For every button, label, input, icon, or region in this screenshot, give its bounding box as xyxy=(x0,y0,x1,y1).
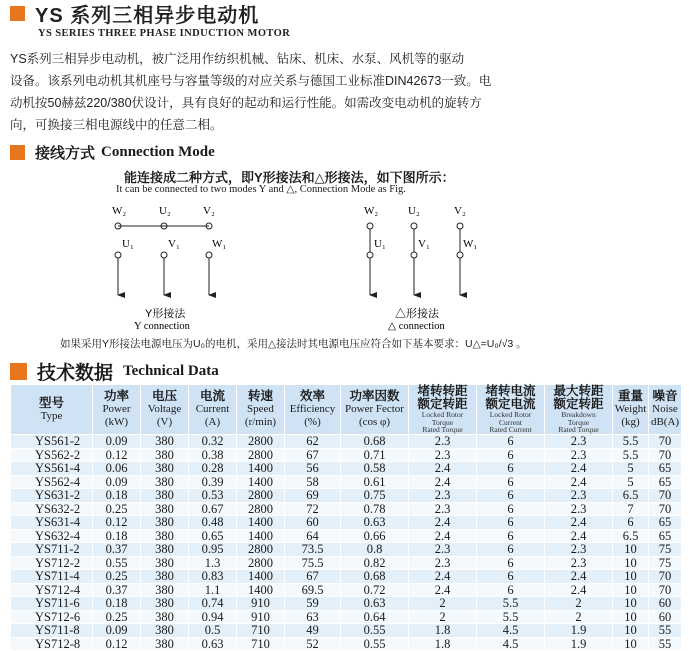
cell-speed: 910 xyxy=(237,610,285,624)
cell-weight: 10 xyxy=(613,583,649,597)
cell-weight: 5 xyxy=(613,462,649,476)
terminal-label: U₂ xyxy=(159,205,171,217)
cell-voltage: 380 xyxy=(141,462,189,476)
col-header-power-factor: 功率因数 Power Fector (cos φ) xyxy=(341,385,409,435)
orange-square-icon xyxy=(10,145,25,160)
cell-noise: 55 xyxy=(649,637,682,651)
cell-breakdown-torque: 1.9 xyxy=(545,624,613,638)
cell-locked-rotor-current: 6 xyxy=(477,529,545,543)
cell-noise: 65 xyxy=(649,475,682,489)
terminal-label: V₁ xyxy=(418,238,430,250)
table-row xyxy=(11,570,682,584)
col-header-type: 型号 Type xyxy=(11,385,93,435)
cell-efficiency: 49 xyxy=(285,624,341,638)
cell-power-factor: 0.75 xyxy=(341,489,409,503)
cell-speed: 2800 xyxy=(237,543,285,557)
cell-type: YS562-4 xyxy=(11,475,93,489)
cell-locked-rotor-torque: 2.3 xyxy=(409,556,477,570)
cell-power: 0.25 xyxy=(93,502,141,516)
cell-noise: 70 xyxy=(649,570,682,584)
cell-type: YS631-2 xyxy=(11,489,93,503)
cell-type: YS711-4 xyxy=(11,570,93,584)
cell-efficiency: 58 xyxy=(285,475,341,489)
cell-voltage: 380 xyxy=(141,448,189,462)
terminal xyxy=(161,252,167,258)
cell-locked-rotor-torque: 2 xyxy=(409,610,477,624)
cell-noise: 70 xyxy=(649,583,682,597)
terminal xyxy=(411,252,417,258)
cell-breakdown-torque: 2.4 xyxy=(545,462,613,476)
connection-diagram xyxy=(0,195,689,335)
cell-current: 0.39 xyxy=(189,475,237,489)
cell-voltage: 380 xyxy=(141,610,189,624)
voltage-note: 如果采用Y形接法电源电压为U₀的电机，采用△接法时其电源电压应符合如下基本要求：U△=U₀/√3 。 xyxy=(60,338,527,350)
cell-breakdown-torque: 2.4 xyxy=(545,570,613,584)
cell-efficiency: 52 xyxy=(285,637,341,651)
cell-efficiency: 64 xyxy=(285,529,341,543)
connection-heading xyxy=(10,142,215,163)
cell-power: 0.09 xyxy=(93,624,141,638)
connection-heading-en: Connection Mode xyxy=(101,144,215,160)
cell-noise: 65 xyxy=(649,462,682,476)
cell-breakdown-torque: 1.9 xyxy=(545,637,613,651)
cell-power: 0.06 xyxy=(93,462,141,476)
cell-noise: 55 xyxy=(649,624,682,638)
table-row xyxy=(11,435,682,449)
terminal-label: U₂ xyxy=(408,205,420,217)
terminal-label: U₁ xyxy=(374,238,386,250)
delta-label-cn: △形接法 xyxy=(395,308,439,320)
terminal-label: W₂ xyxy=(112,205,127,217)
intro-line: 动机按50赫兹220/380伏设计，具有良好的起动和运行性能。如需改变电动机的旋转方 xyxy=(10,96,482,110)
table-row xyxy=(11,516,682,530)
cell-speed: 1400 xyxy=(237,475,285,489)
cell-power-factor: 0.78 xyxy=(341,502,409,516)
cell-noise: 60 xyxy=(649,610,682,624)
terminal xyxy=(206,252,212,258)
col-header-weight: 重量 Weight (kg) xyxy=(613,385,649,435)
table-body xyxy=(11,435,682,651)
cell-power-factor: 0.61 xyxy=(341,475,409,489)
cell-current: 0.48 xyxy=(189,516,237,530)
cell-breakdown-torque: 2 xyxy=(545,610,613,624)
terminal-label: V₁ xyxy=(168,238,180,250)
cell-power-factor: 0.63 xyxy=(341,516,409,530)
cell-type: YS712-6 xyxy=(11,610,93,624)
technical-heading xyxy=(10,358,219,385)
cell-type: YS632-4 xyxy=(11,529,93,543)
cell-breakdown-torque: 2.4 xyxy=(545,516,613,530)
cell-efficiency: 75.5 xyxy=(285,556,341,570)
cell-weight: 10 xyxy=(613,637,649,651)
col-header-voltage: 电压 Voltage (V) xyxy=(141,385,189,435)
cell-speed: 2800 xyxy=(237,448,285,462)
cell-weight: 10 xyxy=(613,570,649,584)
cell-locked-rotor-current: 6 xyxy=(477,435,545,449)
cell-breakdown-torque: 2.3 xyxy=(545,435,613,449)
cell-efficiency: 60 xyxy=(285,516,341,530)
page-header xyxy=(10,6,259,26)
cell-current: 0.53 xyxy=(189,489,237,503)
cell-power-factor: 0.72 xyxy=(341,583,409,597)
cell-speed: 1400 xyxy=(237,583,285,597)
orange-square-icon xyxy=(10,363,27,380)
cell-locked-rotor-torque: 1.8 xyxy=(409,624,477,638)
orange-square-icon xyxy=(10,6,25,21)
cell-noise: 70 xyxy=(649,489,682,503)
cell-voltage: 380 xyxy=(141,435,189,449)
terminal xyxy=(367,252,373,258)
cell-locked-rotor-torque: 2 xyxy=(409,597,477,611)
cell-locked-rotor-torque: 2.4 xyxy=(409,583,477,597)
cell-voltage: 380 xyxy=(141,502,189,516)
cell-type: YS712-2 xyxy=(11,556,93,570)
terminal-label: U₁ xyxy=(122,238,134,250)
col-header-locked-rotor-current: 堵转电流 额定电流 Locked Rotor Current Rated Current xyxy=(477,385,545,435)
cell-voltage: 380 xyxy=(141,570,189,584)
cell-power-factor: 0.82 xyxy=(341,556,409,570)
cell-locked-rotor-torque: 2.3 xyxy=(409,489,477,503)
cell-locked-rotor-torque: 2.4 xyxy=(409,475,477,489)
cell-power-factor: 0.55 xyxy=(341,624,409,638)
cell-voltage: 380 xyxy=(141,556,189,570)
cell-type: YS712-4 xyxy=(11,583,93,597)
intro-line: 向，可换接三相电源线中的任意二相。 xyxy=(10,118,223,132)
cell-locked-rotor-torque: 2.3 xyxy=(409,448,477,462)
table-row xyxy=(11,475,682,489)
cell-locked-rotor-current: 5.5 xyxy=(477,610,545,624)
cell-speed: 710 xyxy=(237,637,285,651)
cell-current: 0.5 xyxy=(189,624,237,638)
cell-weight: 10 xyxy=(613,610,649,624)
cell-breakdown-torque: 2 xyxy=(545,597,613,611)
table-row xyxy=(11,624,682,638)
page-title: YS 系列三相异步电动机 xyxy=(35,5,260,27)
cell-noise: 75 xyxy=(649,556,682,570)
y-label-cn: Y形接法 xyxy=(145,308,186,320)
cell-power-factor: 0.58 xyxy=(341,462,409,476)
cell-weight: 5.5 xyxy=(613,435,649,449)
cell-power-factor: 0.66 xyxy=(341,529,409,543)
col-header-current: 电流 Current (A) xyxy=(189,385,237,435)
cell-noise: 70 xyxy=(649,435,682,449)
cell-weight: 10 xyxy=(613,597,649,611)
terminal-label: V₂ xyxy=(454,205,466,217)
page-subtitle: YS SERIES THREE PHASE INDUCTION MOTOR xyxy=(38,28,291,39)
cell-locked-rotor-torque: 1.8 xyxy=(409,637,477,651)
cell-locked-rotor-current: 6 xyxy=(477,516,545,530)
cell-weight: 6 xyxy=(613,516,649,530)
cell-weight: 5 xyxy=(613,475,649,489)
cell-weight: 6.5 xyxy=(613,489,649,503)
cell-locked-rotor-torque: 2.3 xyxy=(409,502,477,516)
cell-breakdown-torque: 2.4 xyxy=(545,583,613,597)
cell-power-factor: 0.55 xyxy=(341,637,409,651)
col-header-noise: 噪音 Noise dB(A) xyxy=(649,385,682,435)
cell-speed: 910 xyxy=(237,597,285,611)
cell-voltage: 380 xyxy=(141,529,189,543)
cell-voltage: 380 xyxy=(141,516,189,530)
cell-voltage: 380 xyxy=(141,475,189,489)
cell-type: YS712-8 xyxy=(11,637,93,651)
cell-type: YS561-2 xyxy=(11,435,93,449)
intro-line: YS系列三相异步电动机，被广泛用作纺织机械、钻床、机床、水泵、风机等的驱动 xyxy=(10,52,465,66)
cell-efficiency: 67 xyxy=(285,570,341,584)
table-row xyxy=(11,597,682,611)
cell-breakdown-torque: 2.4 xyxy=(545,475,613,489)
technical-data-table xyxy=(10,384,682,651)
cell-efficiency: 59 xyxy=(285,597,341,611)
cell-efficiency: 72 xyxy=(285,502,341,516)
cell-power: 0.55 xyxy=(93,556,141,570)
cell-locked-rotor-torque: 2.4 xyxy=(409,570,477,584)
cell-locked-rotor-current: 5.5 xyxy=(477,597,545,611)
cell-weight: 7 xyxy=(613,502,649,516)
y-connection-diagram xyxy=(112,205,226,332)
cell-voltage: 380 xyxy=(141,583,189,597)
cell-locked-rotor-current: 6 xyxy=(477,556,545,570)
cell-speed: 2800 xyxy=(237,489,285,503)
terminal xyxy=(411,223,417,229)
cell-current: 0.63 xyxy=(189,637,237,651)
cell-noise: 75 xyxy=(649,543,682,557)
connection-desc-en: It can be connected to two modes Y and △, Connection Mode as Fig. xyxy=(116,184,406,195)
cell-locked-rotor-current: 6 xyxy=(477,475,545,489)
intro-paragraph xyxy=(10,48,682,136)
cell-power: 0.09 xyxy=(93,475,141,489)
cell-locked-rotor-torque: 2.3 xyxy=(409,543,477,557)
cell-current: 0.38 xyxy=(189,448,237,462)
cell-efficiency: 63 xyxy=(285,610,341,624)
cell-current: 1.1 xyxy=(189,583,237,597)
cell-locked-rotor-current: 6 xyxy=(477,462,545,476)
cell-type: YS631-4 xyxy=(11,516,93,530)
col-header-breakdown-torque: 最大转距 额定转距 Breakdown Torque Rated Torque xyxy=(545,385,613,435)
cell-locked-rotor-torque: 2.4 xyxy=(409,529,477,543)
table-row xyxy=(11,462,682,476)
cell-power-factor: 0.71 xyxy=(341,448,409,462)
cell-noise: 70 xyxy=(649,448,682,462)
cell-breakdown-torque: 2.3 xyxy=(545,556,613,570)
cell-power: 0.12 xyxy=(93,448,141,462)
cell-locked-rotor-current: 6 xyxy=(477,502,545,516)
cell-weight: 5.5 xyxy=(613,448,649,462)
cell-locked-rotor-current: 4.5 xyxy=(477,637,545,651)
terminal-label: W₁ xyxy=(212,238,227,250)
table-row xyxy=(11,556,682,570)
cell-speed: 2800 xyxy=(237,556,285,570)
cell-weight: 6.5 xyxy=(613,529,649,543)
cell-speed: 1400 xyxy=(237,462,285,476)
cell-power: 0.37 xyxy=(93,583,141,597)
cell-power-factor: 0.64 xyxy=(341,610,409,624)
cell-locked-rotor-current: 6 xyxy=(477,583,545,597)
cell-efficiency: 73.5 xyxy=(285,543,341,557)
cell-breakdown-torque: 2.3 xyxy=(545,448,613,462)
cell-power-factor: 0.68 xyxy=(341,435,409,449)
table-header-row xyxy=(11,385,682,435)
delta-label-en: △ connection xyxy=(388,321,445,332)
technical-heading-en: Technical Data xyxy=(123,363,219,379)
cell-speed: 2800 xyxy=(237,502,285,516)
cell-current: 0.83 xyxy=(189,570,237,584)
cell-speed: 1400 xyxy=(237,570,285,584)
terminal-label: V₂ xyxy=(203,205,215,217)
cell-current: 0.32 xyxy=(189,435,237,449)
col-header-power: 功率 Power (kW) xyxy=(93,385,141,435)
cell-type: YS561-4 xyxy=(11,462,93,476)
cell-power-factor: 0.8 xyxy=(341,543,409,557)
cell-voltage: 380 xyxy=(141,637,189,651)
terminal-label: W₁ xyxy=(463,238,478,250)
col-header-speed: 转速 Speed (r/min) xyxy=(237,385,285,435)
cell-type: YS711-2 xyxy=(11,543,93,557)
cell-power: 0.18 xyxy=(93,529,141,543)
terminal xyxy=(457,223,463,229)
col-header-efficiency: 效率 Efficiency (%) xyxy=(285,385,341,435)
y-label-en: Y connection xyxy=(134,321,190,332)
delta-connection-diagram xyxy=(364,205,477,332)
cell-power: 0.37 xyxy=(93,543,141,557)
cell-power: 0.18 xyxy=(93,489,141,503)
cell-speed: 2800 xyxy=(237,435,285,449)
cell-current: 0.94 xyxy=(189,610,237,624)
cell-power: 0.12 xyxy=(93,516,141,530)
terminal xyxy=(367,223,373,229)
col-header-locked-rotor-torque: 堵转转距 额定转距 Locked Rotor Torque Rated Torque xyxy=(409,385,477,435)
cell-weight: 10 xyxy=(613,624,649,638)
cell-type: YS711-6 xyxy=(11,597,93,611)
cell-power-factor: 0.68 xyxy=(341,570,409,584)
cell-breakdown-torque: 2.3 xyxy=(545,543,613,557)
cell-type: YS632-2 xyxy=(11,502,93,516)
cell-noise: 65 xyxy=(649,516,682,530)
cell-efficiency: 67 xyxy=(285,448,341,462)
cell-speed: 710 xyxy=(237,624,285,638)
cell-locked-rotor-current: 6 xyxy=(477,570,545,584)
cell-current: 0.65 xyxy=(189,529,237,543)
cell-weight: 10 xyxy=(613,543,649,557)
intro-line: 设备。该系列电动机其机座号与容量等级的对应关系与德国工业标准DIN42673一致。电 xyxy=(10,74,492,88)
cell-voltage: 380 xyxy=(141,543,189,557)
cell-weight: 10 xyxy=(613,556,649,570)
cell-power: 0.09 xyxy=(93,435,141,449)
terminal-label: W₂ xyxy=(364,205,379,217)
cell-noise: 60 xyxy=(649,597,682,611)
cell-power-factor: 0.63 xyxy=(341,597,409,611)
connection-desc-cn: 能连接成二种方式，即Y形接法和△形接法，如下图所示： xyxy=(124,170,455,185)
table-row xyxy=(11,529,682,543)
cell-speed: 1400 xyxy=(237,516,285,530)
table-row xyxy=(11,610,682,624)
cell-power: 0.18 xyxy=(93,597,141,611)
cell-voltage: 380 xyxy=(141,597,189,611)
cell-breakdown-torque: 2.3 xyxy=(545,489,613,503)
cell-voltage: 380 xyxy=(141,624,189,638)
cell-noise: 65 xyxy=(649,529,682,543)
cell-breakdown-torque: 2.4 xyxy=(545,529,613,543)
cell-current: 0.95 xyxy=(189,543,237,557)
cell-breakdown-torque: 2.3 xyxy=(545,502,613,516)
cell-locked-rotor-torque: 2.4 xyxy=(409,462,477,476)
cell-efficiency: 69.5 xyxy=(285,583,341,597)
cell-current: 0.28 xyxy=(189,462,237,476)
table-row xyxy=(11,543,682,557)
cell-type: YS711-8 xyxy=(11,624,93,638)
cell-locked-rotor-torque: 2.4 xyxy=(409,516,477,530)
table-row xyxy=(11,448,682,462)
cell-power: 0.12 xyxy=(93,637,141,651)
terminal xyxy=(457,252,463,258)
cell-locked-rotor-current: 6 xyxy=(477,489,545,503)
cell-current: 1.3 xyxy=(189,556,237,570)
terminal xyxy=(115,252,121,258)
cell-locked-rotor-current: 6 xyxy=(477,543,545,557)
cell-power: 0.25 xyxy=(93,570,141,584)
cell-current: 0.74 xyxy=(189,597,237,611)
cell-current: 0.67 xyxy=(189,502,237,516)
cell-speed: 1400 xyxy=(237,529,285,543)
cell-voltage: 380 xyxy=(141,489,189,503)
cell-efficiency: 62 xyxy=(285,435,341,449)
cell-power: 0.25 xyxy=(93,610,141,624)
cell-locked-rotor-current: 4.5 xyxy=(477,624,545,638)
cell-type: YS562-2 xyxy=(11,448,93,462)
cell-locked-rotor-torque: 2.3 xyxy=(409,435,477,449)
table-row xyxy=(11,583,682,597)
cell-efficiency: 69 xyxy=(285,489,341,503)
cell-locked-rotor-current: 6 xyxy=(477,448,545,462)
table-row xyxy=(11,489,682,503)
table-row xyxy=(11,502,682,516)
cell-noise: 70 xyxy=(649,502,682,516)
connection-heading-cn: 接线方式 xyxy=(35,145,96,162)
cell-efficiency: 56 xyxy=(285,462,341,476)
technical-heading-cn: 技术数据 xyxy=(37,363,114,384)
